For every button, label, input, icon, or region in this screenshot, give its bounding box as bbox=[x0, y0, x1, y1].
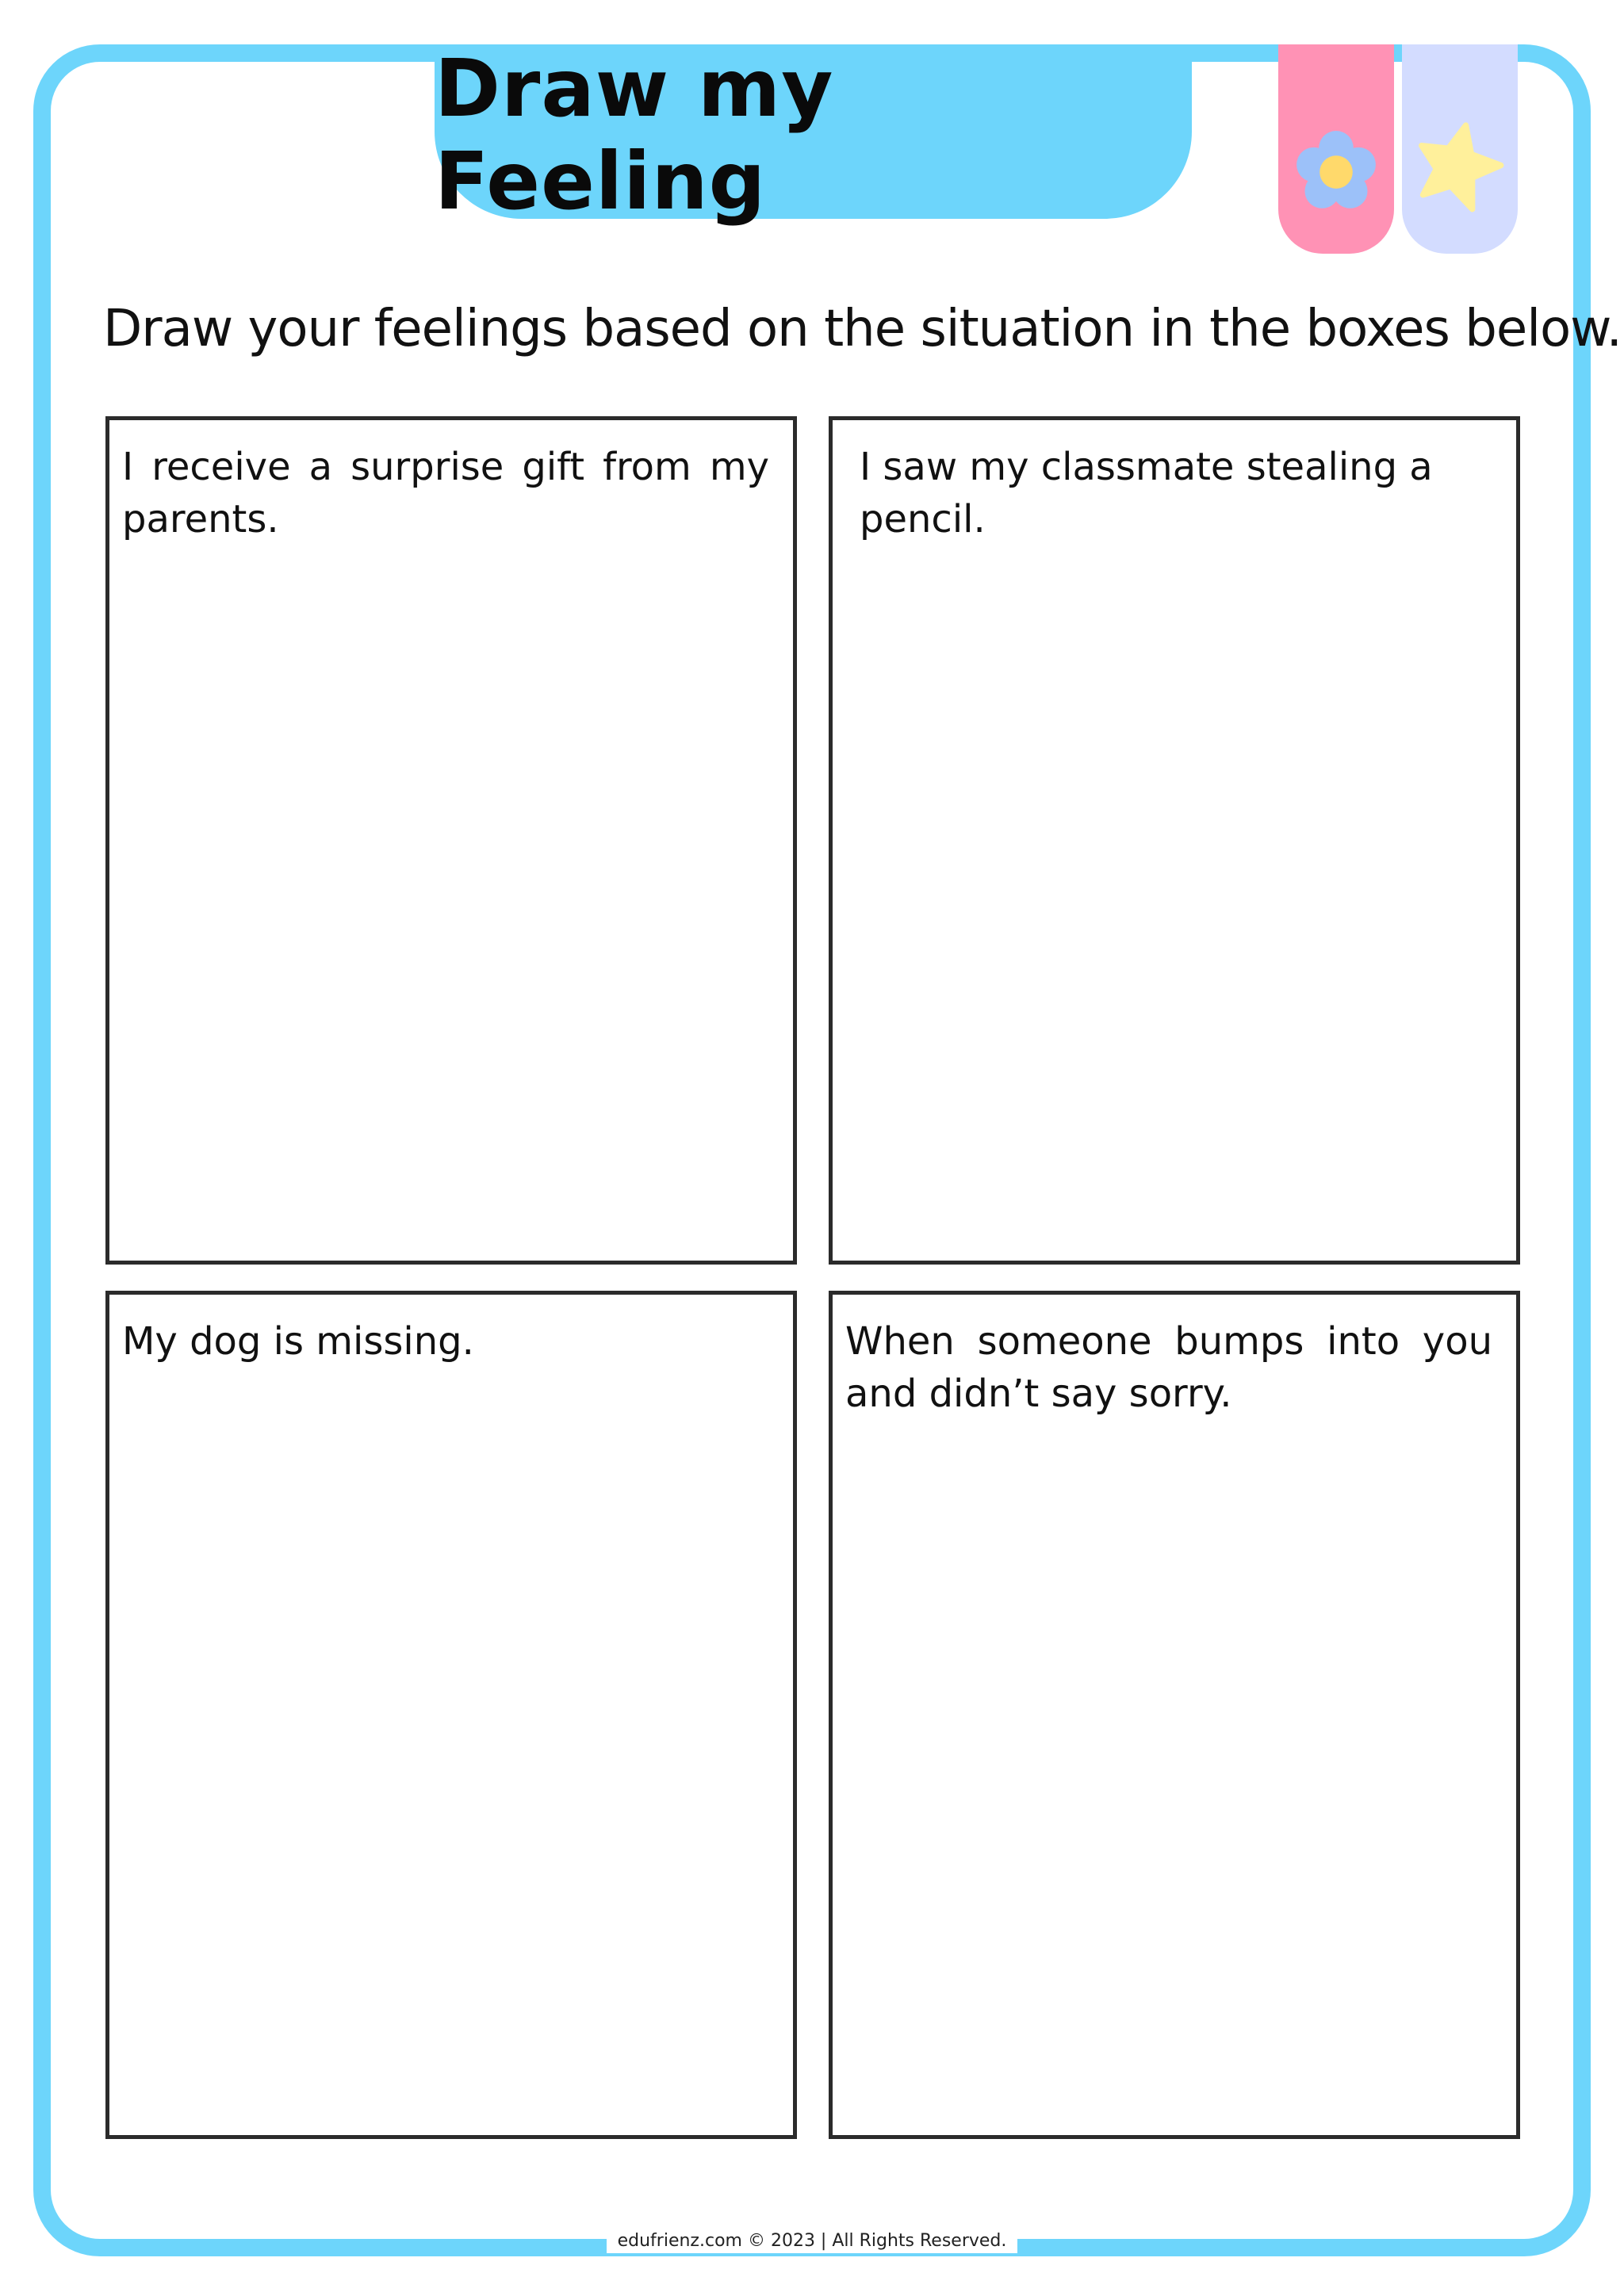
instruction-text: Draw your feelings based on the situation in the boxes below. bbox=[103, 300, 1622, 358]
bookmark-lavender bbox=[1402, 44, 1518, 254]
drawing-box-1[interactable] bbox=[105, 416, 797, 1265]
situation-prompt: My dog is missing. bbox=[122, 1319, 474, 1364]
bookmark-pink bbox=[1278, 44, 1394, 254]
situation-prompt: I receive a surprise gift from my parents. bbox=[122, 445, 769, 541]
title-banner bbox=[435, 42, 1192, 228]
situation-prompt: When someone bumps into you and didn’t say sorry. bbox=[845, 1319, 1492, 1416]
flower-icon bbox=[1295, 130, 1377, 212]
footer bbox=[0, 2229, 1624, 2253]
star-icon bbox=[1412, 117, 1507, 212]
drawing-box-3[interactable] bbox=[105, 1291, 797, 2139]
copyright-text: edufrienz.com © 2023 | All Rights Reserved. bbox=[607, 2229, 1018, 2253]
drawing-box-2[interactable] bbox=[829, 416, 1520, 1265]
drawing-box-4[interactable] bbox=[829, 1291, 1520, 2139]
page-title: Draw my Feeling bbox=[435, 42, 834, 228]
situation-prompt: I saw my classmate stealing a pencil. bbox=[860, 445, 1433, 541]
